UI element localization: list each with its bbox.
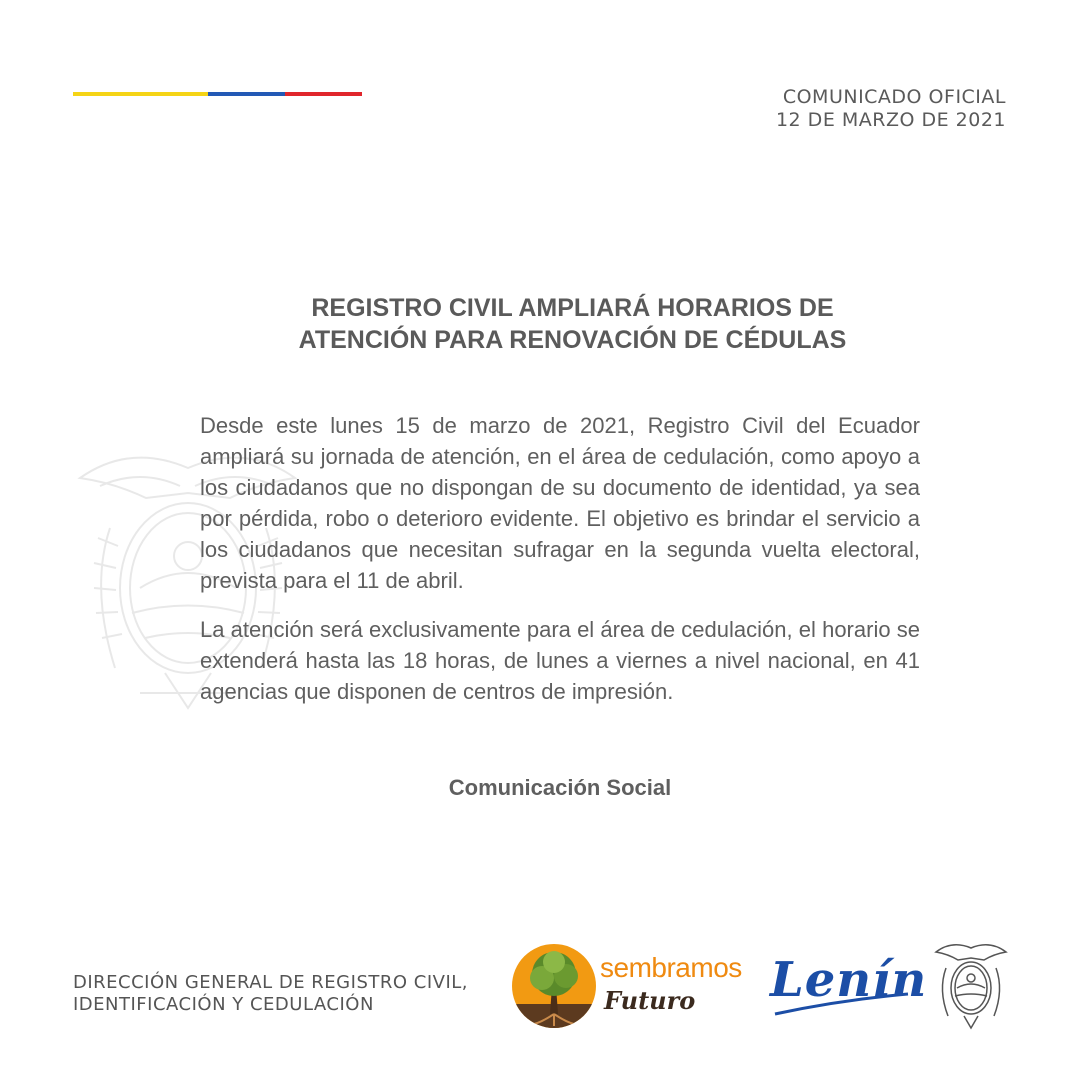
org-line-1: DIRECCIÓN GENERAL DE REGISTRO CIVIL, <box>73 972 469 993</box>
flag-blue-stripe <box>208 92 285 96</box>
communique-label: COMUNICADO OFICIAL <box>782 86 1006 108</box>
lenin-signature-logo: Lenín <box>770 952 928 1008</box>
title-line-2: ATENCIÓN PARA RENOVACIÓN DE CÉDULAS <box>298 326 847 354</box>
flag-color-bar <box>73 92 362 96</box>
page-title <box>200 292 945 356</box>
flag-yellow-stripe <box>73 92 208 96</box>
body-paragraph-2: La atención será exclusivamente para el área de cedulación, el horario se extenderá hasta las 18 horas, de lunes a viernes a nivel nacional, en 41 agencias que disponen de centros de impresión. <box>200 617 920 704</box>
communique-header <box>776 86 1006 132</box>
title-line-1: REGISTRO CIVIL AMPLIARÁ HORARIOS DE <box>311 294 834 322</box>
footer-organization <box>73 972 468 1016</box>
lenin-swash-icon <box>770 990 910 1024</box>
flag-red-stripe <box>285 92 362 96</box>
sembramos-wordmark: sembramos <box>600 952 742 983</box>
futuro-wordmark: Futuro <box>604 986 696 1015</box>
communique-body <box>200 410 920 725</box>
sembramos-futuro-logo <box>512 944 752 1028</box>
body-paragraph-1: Desde este lunes 15 de marzo de 2021, Registro Civil del Ecuador ampliará su jornada de atención, en el área de cedulación, como apoyo a los ciudadanos que no dispongan de su documento de identidad, ya sea por pérdida, robo o deterioro evidente. El objetivo es brindar el servicio a los ciudadanos que necesitan sufragar en la segunda vuelta electoral, prevista para el 11 de abril. <box>200 413 920 593</box>
tree-icon <box>512 944 596 1028</box>
communique-date: 12 DE MARZO DE 2021 <box>775 109 1006 131</box>
signature: Comunicación Social <box>448 775 672 800</box>
coat-of-arms-icon <box>930 938 1012 1030</box>
tree-logo-circle <box>512 944 596 1028</box>
org-line-2: IDENTIFICACIÓN Y CEDULACIÓN <box>73 994 374 1015</box>
